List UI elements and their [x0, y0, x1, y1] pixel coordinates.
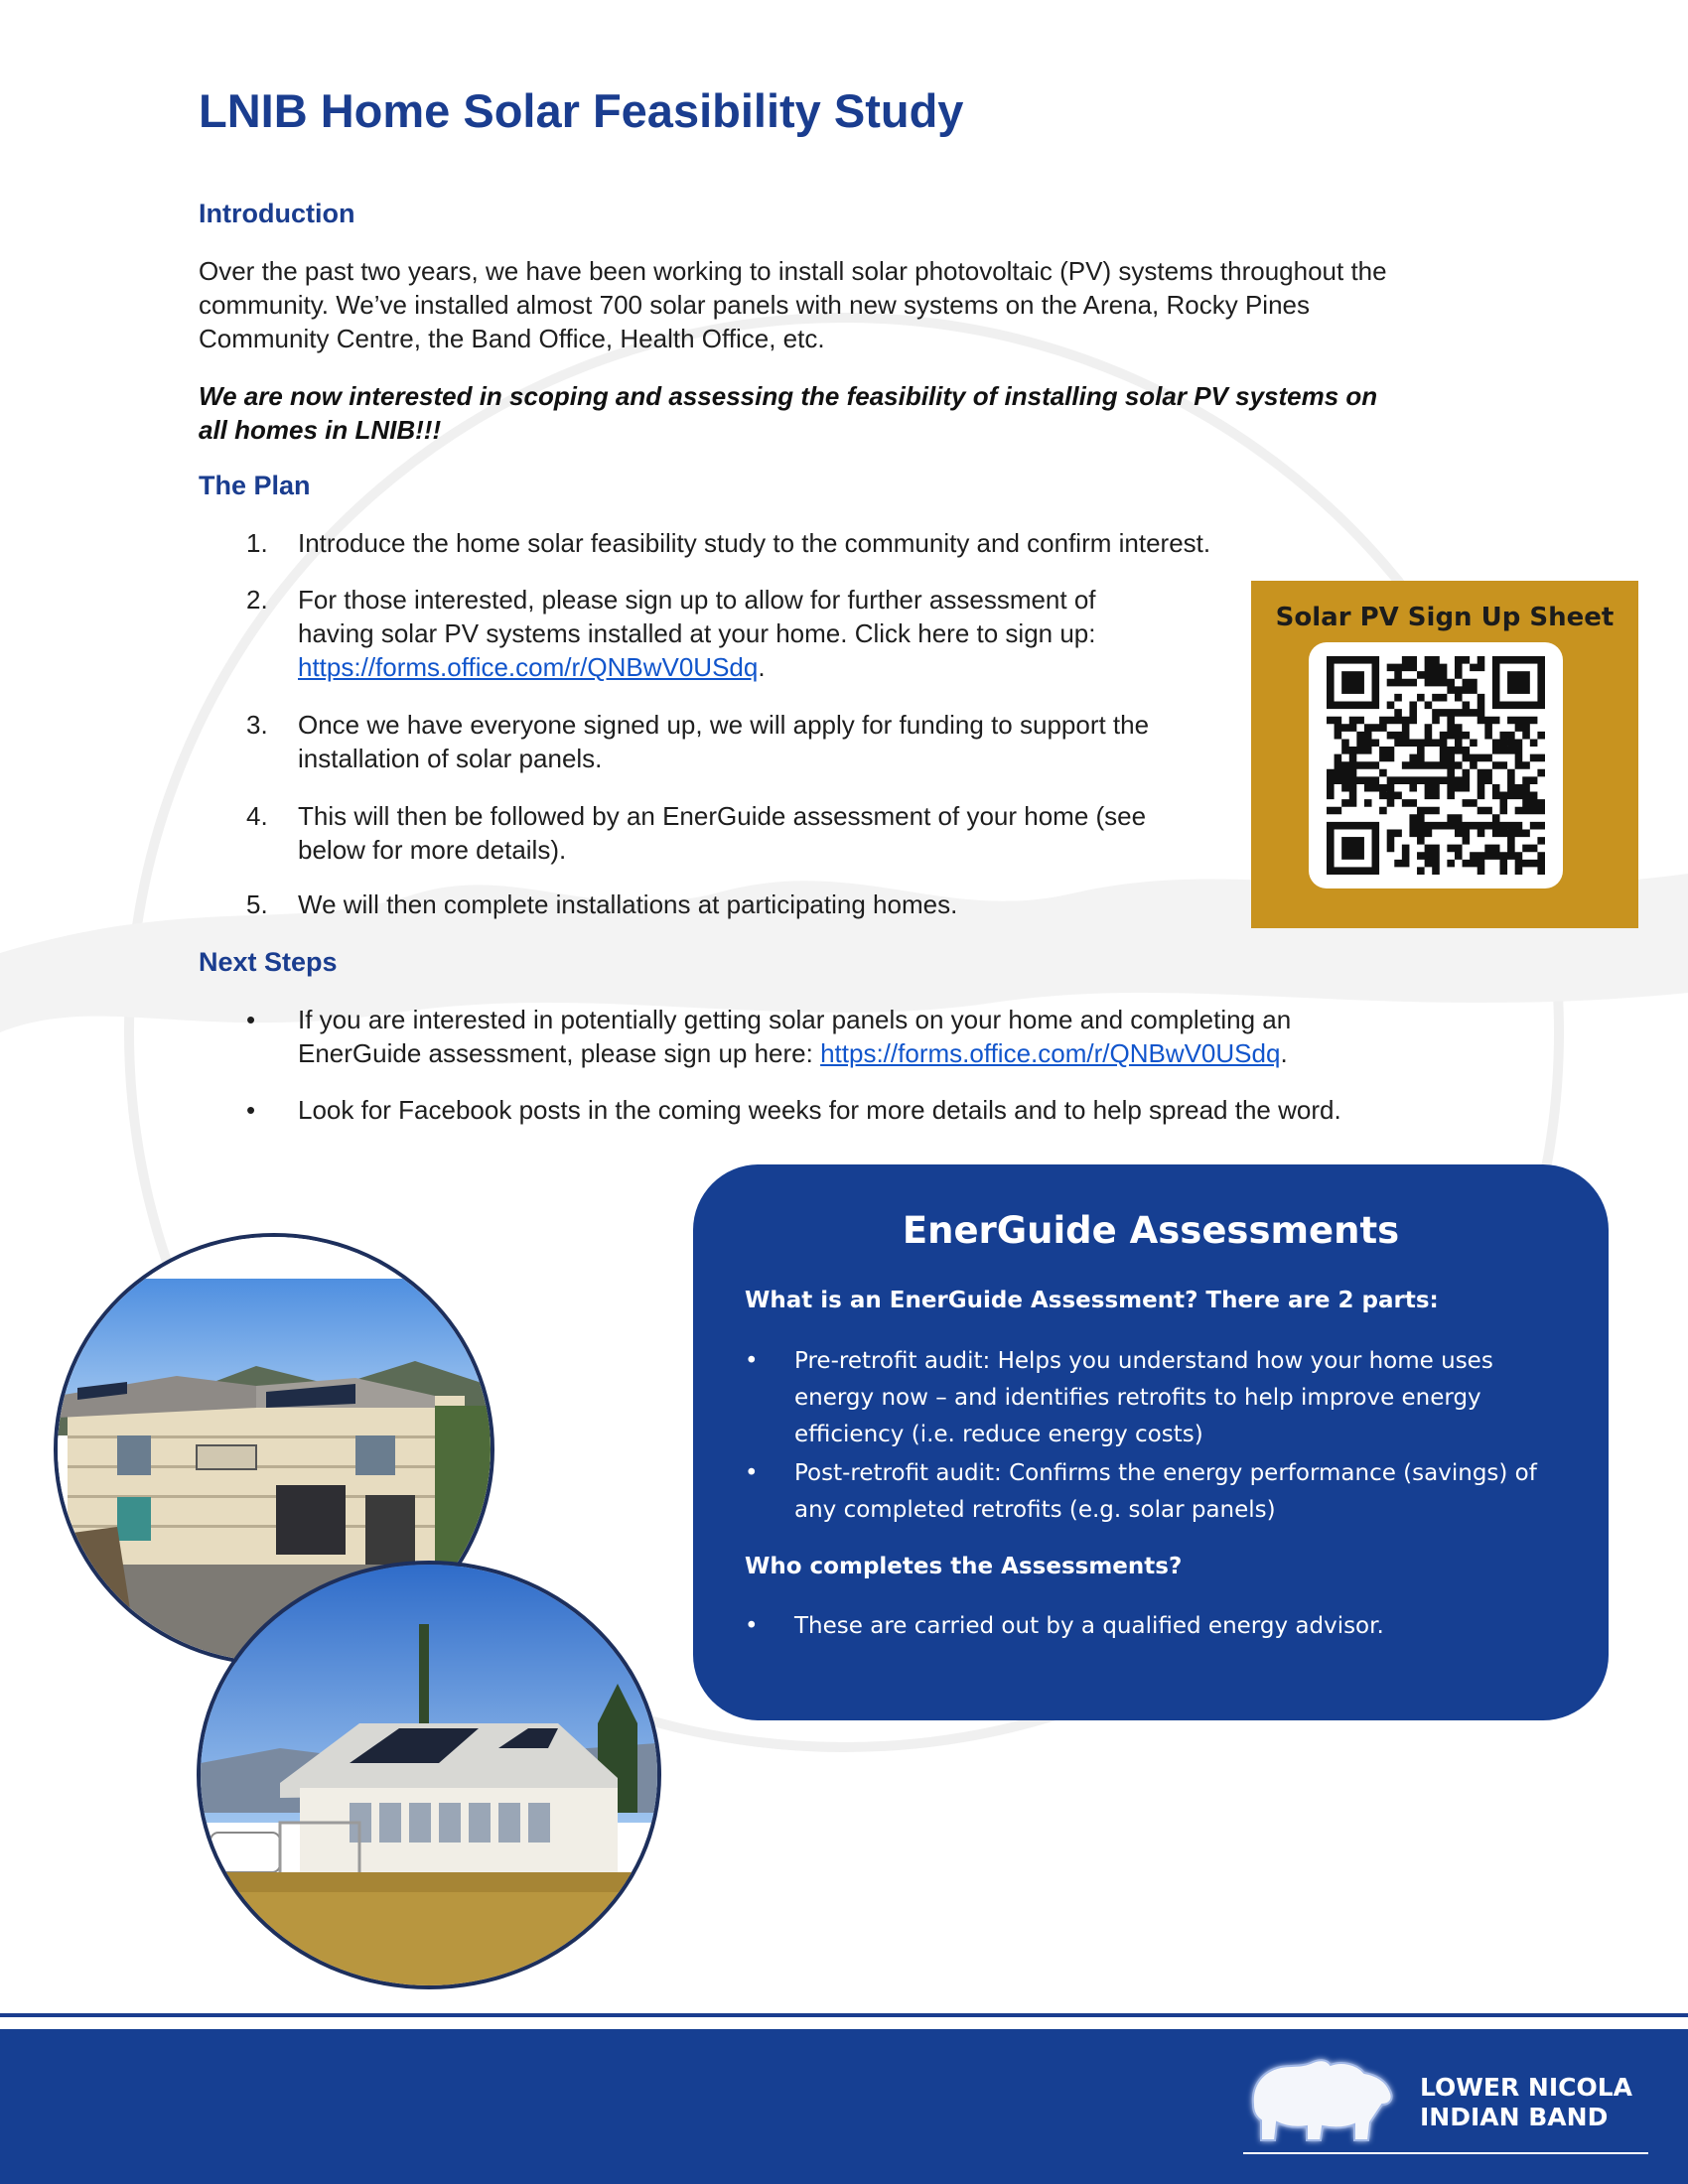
- signup-link[interactable]: https://forms.office.com/r/QNBwV0USdq: [820, 1038, 1281, 1068]
- emphasis-line: all homes in LNIB!!!: [199, 415, 442, 445]
- list-text: .: [1280, 1038, 1288, 1068]
- qr-card: [1309, 642, 1563, 888]
- list-text: Once we have everyone signed up, we will apply for funding to support the: [298, 710, 1150, 740]
- energuide-question-1: What is an EnerGuide Assessment? There are 2 parts:: [745, 1288, 1439, 1313]
- list-number: 3.: [246, 710, 268, 740]
- list-text: We will then complete installations at participating homes.: [298, 889, 958, 919]
- intro-paragraph: [199, 254, 1489, 355]
- logo-underline: [1243, 2152, 1648, 2154]
- list-text: .: [758, 652, 766, 682]
- band-logo-text: [1420, 2073, 1632, 2132]
- bullet: •: [745, 1460, 759, 1486]
- list-text: EnerGuide assessment, please sign up here:: [298, 1038, 821, 1068]
- list-text: This will then be followed by an EnerGuide assessment of your home (see: [298, 801, 1147, 831]
- list-text: If you are interested in potentially getting solar panels on your home and completing an: [298, 1005, 1292, 1034]
- qr-code-icon[interactable]: [1327, 656, 1545, 875]
- list-text: having solar PV systems installed at your home. Click here to sign up:: [298, 618, 1096, 648]
- next-steps-heading: Next Steps: [199, 947, 338, 977]
- bullet-text: any completed retrofits (e.g. solar panels): [794, 1497, 1276, 1523]
- bullet-text: Post-retrofit audit: Confirms the energy performance (savings) of: [794, 1460, 1537, 1486]
- bullet: •: [745, 1348, 759, 1374]
- plan-heading: The Plan: [199, 471, 311, 500]
- emphasis-line: We are now interested in scoping and assessing the feasibility of installing solar PV systems on: [199, 381, 1378, 411]
- energuide-question-2: Who completes the Assessments?: [745, 1554, 1183, 1579]
- list-text: Introduce the home solar feasibility study to the community and confirm interest.: [298, 528, 1211, 558]
- energuide-title: EnerGuide Assessments: [902, 1209, 1400, 1252]
- footer-divider: [0, 2013, 1688, 2017]
- list-number: 2.: [246, 585, 268, 614]
- bullet-text: These are carried out by a qualified energy advisor.: [794, 1613, 1384, 1639]
- page-title: LNIB Home Solar Feasibility Study: [199, 84, 964, 137]
- bullet: •: [246, 1005, 256, 1034]
- qr-signup-box[interactable]: [1251, 581, 1638, 928]
- list-number: 4.: [246, 801, 268, 831]
- energuide-panel: [693, 1164, 1609, 1720]
- list-number: 1.: [246, 528, 268, 558]
- bullet-text: Pre-retrofit audit: Helps you understand how your home uses: [794, 1348, 1493, 1374]
- logo-line: INDIAN BAND: [1420, 2103, 1609, 2131]
- bear-logo-icon: [1241, 2045, 1400, 2152]
- intro-heading: Introduction: [199, 199, 355, 228]
- list-text: below for more details).: [298, 835, 567, 865]
- bullet: •: [246, 1095, 256, 1125]
- list-text: installation of solar panels.: [298, 744, 603, 773]
- list-text: Look for Facebook posts in the coming weeks for more details and to help spread the word.: [298, 1095, 1341, 1125]
- list-text: For those interested, please sign up to allow for further assessment of: [298, 585, 1096, 614]
- bullet-text: energy now – and identifies retrofits to help improve energy: [794, 1385, 1481, 1411]
- bullet-text: efficiency (i.e. reduce energy costs): [794, 1422, 1203, 1447]
- intro-line: Community Centre, the Band Office, Health Office, etc.: [199, 324, 825, 353]
- signup-link[interactable]: https://forms.office.com/r/QNBwV0USdq: [298, 652, 759, 682]
- list-number: 5.: [246, 889, 268, 919]
- logo-line: LOWER NICOLA: [1420, 2073, 1633, 2102]
- intro-line: Over the past two years, we have been working to install solar photovoltaic (PV) systems throughout the: [199, 256, 1387, 286]
- qr-title: Solar PV Sign Up Sheet: [1275, 603, 1615, 632]
- bullet: •: [745, 1613, 759, 1639]
- intro-line: community. We’ve installed almost 700 solar panels with new systems on the Arena, Rocky Pines: [199, 290, 1310, 320]
- photo-centre-solar: [197, 1561, 661, 1989]
- intro-emphasis: [199, 379, 1489, 447]
